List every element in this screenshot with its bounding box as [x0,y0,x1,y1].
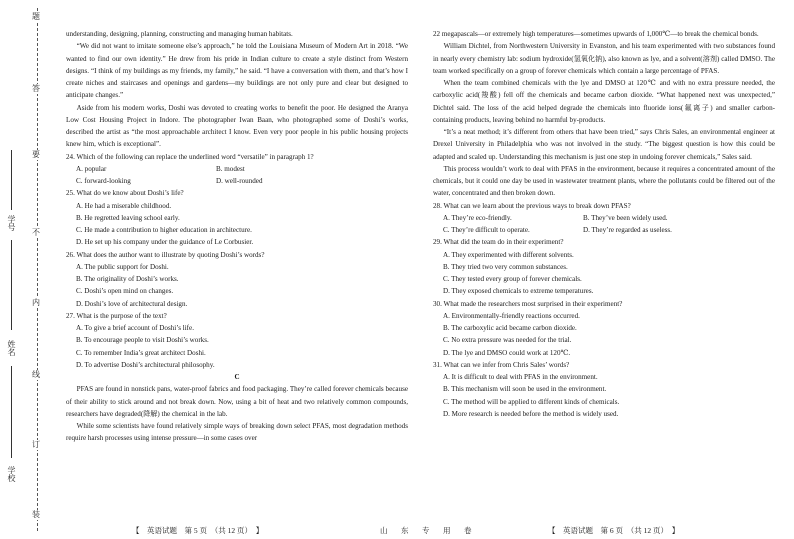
section-heading: C [234,373,240,381]
question: 24. Which of the following can replace the underlined word “versatile” in paragraph 1? [66,152,314,161]
answer-option: C. They’re difficult to operate. [443,226,530,234]
paragraph: William Dichtel, from Northwestern University in Evanston, and his team experimented with two substances found in nearly every chemistry lab: sodium hydroxide(氢氧化钠), also known as lye, and a solvent(溶剂) called DMSO. The team worked specifically on a group of forever chemicals which contain a large percentage of PFAS. [433,42,775,75]
answer-option: B. They’ve been widely used. [583,213,668,222]
paragraph: PFAS are found in nonstick pans, water-proof fabrics and food packaging. They’re called forever chemicals because of their ability to stick around and not break down. Now, using a bit of heat and two relatively common compounds, researchers have degraded(降解) the chemical in the lab. [66,385,408,418]
answer-option: B. modest [216,164,245,173]
question: 31. What can we infer from Chris Sales’ words? [433,360,570,369]
binding-char: 订 [32,440,40,449]
binding-char: 答 [32,84,40,93]
answer-option: C. They tested every group of forever chemicals. [443,275,582,283]
school-fill-line [11,366,12,458]
binding-char: 不 [32,228,40,237]
question: 29. What did the team do in their experiment? [433,238,564,247]
answer-option: D. More research is needed before the method is widely used. [443,409,619,418]
answer-option: B. This mechanism will soon be used in the environment. [443,385,607,394]
student-id-label: 学号 [7,215,16,231]
answer-option: D. The lye and DMSO could work at 120℃. [443,348,571,357]
paragraph: While some scientists have found relatively simple ways of breaking down select PFAS, most degradation methods require harsh processes using intense pressure—in some cases over [66,422,408,443]
right-column [433,28,775,420]
answer-option: D. They exposed chemicals to extreme temperatures. [443,287,594,296]
name-label: 姓名 [7,340,16,356]
answer-option: A. They experimented with different solvents. [443,250,574,259]
answer-option: A. Environmentally-friendly reactions occurred. [443,311,580,320]
question: 30. What made the researchers most surprised in their experiment? [433,299,623,308]
paragraph: 22 megapascals—or extremely high temperatures—sometimes upwards of 1,000℃—to break the chemical bonds. [433,30,759,38]
answer-option: B. The originality of Doshi’s works. [76,275,179,283]
answer-option: A. He had a miserable childhood. [76,201,172,210]
answer-option: B. The carboxylic acid became carbon dioxide. [443,324,577,332]
paragraph: understanding, designing, planning, constructing and managing human habitats. [66,30,293,38]
question: 28. What can we learn about the previous ways to break down PFAS? [433,201,631,210]
answer-option: A. It is difficult to deal with PFAS in the environment. [443,373,598,381]
option-row [433,224,775,236]
answer-option: A. To give a brief account of Doshi’s life. [76,324,194,332]
answer-option: A. The public support for Doshi. [76,262,169,271]
answer-option: D. To advertise Doshi’s architectural philosophy. [76,360,215,369]
question: 25. What do we know about Doshi’s life? [66,189,184,198]
binding-char: 内 [32,298,40,307]
answer-option: B. To encourage people to visit Doshi’s works. [76,336,209,345]
answer-option: B. He regretted leaving school early. [76,213,180,222]
question: 26. What does the author want to illustrate by quoting Doshi’s words? [66,250,265,259]
paragraph: “It’s a neat method; it’s different from others that have been tried,” says Chris Sales, an environmental engineer at Drexel University in Philadelphia who was not involved in the study. “The biggest question is how this could be adapted and scaled up. Understanding this mechanism is just one step in undoing forever chemicals,” Sales said. [433,128,775,161]
answer-option: C. forward-looking [76,177,131,185]
question: 27. What is the purpose of the text? [66,311,167,320]
answer-option: C. He made a contribution to higher education in architecture. [76,226,252,234]
option-row [66,163,408,175]
paragraph: “We did not want to imitate someone else’s approach,” he told the Louisiana Museum of Modern Art in 2018. “We wanted to find our own identity.” He drew from his pride in Indian culture to create a style distinct from Western designs. “I think of my buildings as my friends, my family,” he said. “I have a conversation with them, and that’s how I create niches and staircases and openings and gardens—my buildings are not only pure and clear but designed to anticipate changes.” [66,42,408,100]
binding-char: 线 [32,370,40,379]
paragraph: Aside from his modern works, Doshi was devoted to creating works to benefit the poor. He designed the Aranya Low Cost Housing Project in Indore. The photographer Iwan Baan, who photographed some of Doshi’s works, described the artist as “the most approachable architect I know. Even very poor people in his public housing projects knew him, which is exceptional”. [66,103,408,149]
student-id-fill-line [11,150,12,210]
answer-option: C. The method will be applied to different kinds of chemicals. [443,397,620,406]
answer-option: C. Doshi’s open mind on changes. [76,287,174,296]
left-column [66,28,408,445]
binding-char: 装 [32,510,40,519]
option-row [433,212,775,224]
answer-option: A. They’re eco-friendly. [443,213,512,222]
paragraph: When the team combined chemicals with the lye and DMSO at 120℃ and with no extra pressure needed, the carboxylic acid(羧酸) fell off the chemicals and became carbon dioxide. “What happened next was unexpected,” Dichtel said. The loss of the acid helped degrade the chemicals into fluoride ions(氟离子) and smaller carbon-containing products, leaving behind no harmful by-products. [433,79,775,124]
binding-margin [0,0,52,539]
option-row [66,175,408,187]
paragraph: This process wouldn’t work to deal with PFAS in the environment, because it requires a concentrated amount of the chemicals, but it could one day be used in wastewater treatment plants, where the pollutants could be filtered out of the water, concentrated and then broken down. [433,164,775,198]
name-fill-line [11,240,12,330]
binding-char: 要 [32,150,40,159]
answer-option: D. He set up his company under the guidance of Le Corbusier. [76,238,254,247]
page-footer-left: 【 英语试题 第 5 页 （共 12 页） 】 [132,526,264,535]
answer-option: C. To remember India’s great architect Doshi. [76,348,206,357]
answer-option: B. They tried two very common substances. [443,262,568,271]
school-label: 学校 [7,466,16,482]
page-footer-middle: 山 东 专 用 卷 [380,526,475,535]
answer-option: D. well-rounded [216,177,263,185]
answer-option: A. popular [76,164,107,173]
binding-char: 题 [32,12,40,21]
page-footer-right: 【 英语试题 第 6 页 （共 12 页） 】 [548,526,680,535]
answer-option: C. No extra pressure was needed for the trial. [443,336,572,345]
answer-option: D. Doshi’s love of architectural design. [76,299,188,308]
answer-option: D. They’re regarded as useless. [583,226,672,234]
